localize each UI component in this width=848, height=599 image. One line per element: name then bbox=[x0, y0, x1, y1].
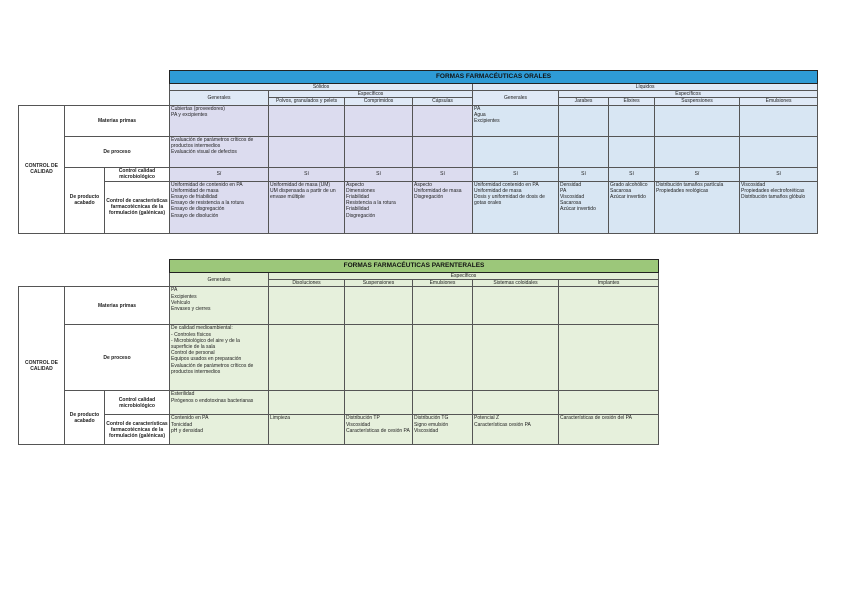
mp-solidos-generales: Cubiertas (proveedores) PA y excipientes bbox=[170, 105, 269, 136]
p-caract-suspensiones: Distribución TP Viscosidad Características de cesión PA bbox=[345, 415, 413, 445]
caract-liquidos-generales: Uniformidad contenido en PA Uniformidad de masa Dosis y uniformidad de dosis de gotas orales bbox=[473, 181, 559, 233]
liquidos-header: Líquidos bbox=[473, 84, 818, 91]
mp-comprimidos bbox=[345, 105, 413, 136]
proc-comprimidos bbox=[345, 136, 413, 167]
parenteral-title: FORMAS FARMACÉUTICAS PARENTERALES bbox=[170, 260, 659, 273]
parenteral-table bbox=[18, 259, 659, 445]
micro-solidos-generales: Sí bbox=[170, 167, 269, 181]
proc-jarabes bbox=[559, 136, 609, 167]
mp-jarabes bbox=[559, 105, 609, 136]
materias-primas-label: Materias primas bbox=[65, 105, 170, 136]
p-de-proceso-label: De proceso bbox=[65, 325, 170, 391]
micro-elixires: Sí bbox=[609, 167, 655, 181]
col-elixires: Elixires bbox=[609, 98, 655, 105]
micro-capsulas: Sí bbox=[413, 167, 473, 181]
p-micro-disoluciones bbox=[269, 391, 345, 415]
de-proceso-label: De proceso bbox=[65, 136, 170, 167]
mp-liquidos-generales: PA Agua Excipientes bbox=[473, 105, 559, 136]
micro-polvos: Sí bbox=[269, 167, 345, 181]
micro-jarabes: Sí bbox=[559, 167, 609, 181]
col-p-emulsiones: Emulsiones bbox=[413, 280, 473, 287]
p-proc-implantes bbox=[559, 325, 659, 391]
micro-comprimidos: Sí bbox=[345, 167, 413, 181]
p-proc-generales: De calidad medioambiental: - Controles físicos - Microbiológico del aire y de la superficie de la sala Control de personal Equipos usados en preparación Evaluación de parámetros críticos de productos intermedios bbox=[170, 325, 269, 391]
solidos-header: Sólidos bbox=[170, 84, 473, 91]
p-control-caract-label: Control de características farmacotécnicas de la formulación (galénicas) bbox=[105, 415, 170, 445]
oral-title: FORMAS FARMACÉUTICAS ORALES bbox=[170, 71, 818, 84]
p-producto-acabado-label: De producto acabado bbox=[65, 391, 105, 445]
mp-suspensiones bbox=[655, 105, 740, 136]
col-jarabes: Jarabes bbox=[559, 98, 609, 105]
col-disoluciones: Disoluciones bbox=[269, 280, 345, 287]
control-micro-label: Control calidad microbiológico bbox=[105, 167, 170, 181]
p-control-micro-label: Control calidad microbiológico bbox=[105, 391, 170, 415]
liquidos-generales-header: Generales bbox=[473, 91, 559, 105]
producto-acabado-label: De producto acabado bbox=[65, 167, 105, 233]
proc-polvos bbox=[269, 136, 345, 167]
caract-jarabes: Densidad PA Viscosidad Sacarosa Azúcar invertido bbox=[559, 181, 609, 233]
micro-suspensiones: Sí bbox=[655, 167, 740, 181]
mp-elixires bbox=[609, 105, 655, 136]
proc-capsulas bbox=[413, 136, 473, 167]
col-emulsiones: Emulsiones bbox=[740, 98, 818, 105]
caract-comprimidos: Aspecto Dimensiones Friabilidad Resistencia a la rotura Friabilidad Disgregación bbox=[345, 181, 413, 233]
col-comprimidos: Comprimidos bbox=[345, 98, 413, 105]
col-implantes: Implantes bbox=[559, 280, 659, 287]
p-caract-implantes: Características de cesión del PA bbox=[559, 415, 659, 445]
control-calidad-label: CONTROL DE CALIDAD bbox=[19, 105, 65, 233]
caract-polvos: Uniformidad de masa (UM) UM dispensada a partir de un envase múltiple bbox=[269, 181, 345, 233]
p-micro-suspensiones bbox=[345, 391, 413, 415]
proc-elixires bbox=[609, 136, 655, 167]
p-mp-suspensiones bbox=[345, 287, 413, 325]
col-polvos: Polvos, granulados y pelets bbox=[269, 98, 345, 105]
parenteral-generales-header: Generales bbox=[170, 273, 269, 287]
p-micro-emulsiones bbox=[413, 391, 473, 415]
solidos-generales-header: Generales bbox=[170, 91, 269, 105]
col-capsulas: Cápsulas bbox=[413, 98, 473, 105]
p-materias-primas-label: Materias primas bbox=[65, 287, 170, 325]
oral-table bbox=[18, 70, 818, 234]
p-caract-generales: Contenido en PA Tonicidad pH y densidad bbox=[170, 415, 269, 445]
p-micro-implantes bbox=[559, 391, 659, 415]
micro-liquidos-generales: Sí bbox=[473, 167, 559, 181]
p-proc-suspensiones bbox=[345, 325, 413, 391]
p-proc-emulsiones bbox=[413, 325, 473, 391]
p-caract-emulsiones: Distribución TG Signo emulsión Viscosidad bbox=[413, 415, 473, 445]
proc-suspensiones bbox=[655, 136, 740, 167]
mp-capsulas bbox=[413, 105, 473, 136]
p-mp-emulsiones bbox=[413, 287, 473, 325]
col-p-suspensiones: Suspensiones bbox=[345, 280, 413, 287]
solidos-especificos-header: Específicos bbox=[269, 91, 473, 98]
p-caract-coloidales: Potencial Z Características cesión PA bbox=[473, 415, 559, 445]
micro-emulsiones: Sí bbox=[740, 167, 818, 181]
caract-capsulas: Aspecto Uniformidad de masa Disgregación bbox=[413, 181, 473, 233]
p-mp-generales: PA Excipientes Vehículo Envases y cierres bbox=[170, 287, 269, 325]
p-mp-disoluciones bbox=[269, 287, 345, 325]
caract-elixires: Grado alcohólico Sacarosa Azúcar invertido bbox=[609, 181, 655, 233]
p-mp-implantes bbox=[559, 287, 659, 325]
control-caract-label: Control de características farmacotécnicas de la formulación (galénicas) bbox=[105, 181, 170, 233]
caract-suspensiones: Distribución tamaños partícula Propiedades reológicas bbox=[655, 181, 740, 233]
col-suspensiones: Suspensiones bbox=[655, 98, 740, 105]
p-micro-generales: Esterilidad Pirógenos o endotoxinas bacterianas bbox=[170, 391, 269, 415]
liquidos-especificos-header: Específicos bbox=[559, 91, 818, 98]
p-mp-coloidales bbox=[473, 287, 559, 325]
proc-solidos-generales: Evaluación de parámetros críticos de productos intermedios Evaluación visual de defectos bbox=[170, 136, 269, 167]
p-proc-disoluciones bbox=[269, 325, 345, 391]
mp-polvos bbox=[269, 105, 345, 136]
col-coloidales: Sistemas coloidales bbox=[473, 280, 559, 287]
p-micro-coloidales bbox=[473, 391, 559, 415]
p-proc-coloidales bbox=[473, 325, 559, 391]
mp-emulsiones bbox=[740, 105, 818, 136]
proc-liquidos-generales bbox=[473, 136, 559, 167]
p-caract-disoluciones: Limpieza bbox=[269, 415, 345, 445]
parenteral-especificos-header: Específicos bbox=[269, 273, 659, 280]
caract-solidos-generales: Uniformidad de contenido en PA Uniformidad de masa Ensayo de friabilidad Ensayo de resistencia a la rotura Ensayo de disgregación Ensayo de disolución bbox=[170, 181, 269, 233]
caract-emulsiones: Viscosidad Propiedades electroforéticas Distribución tamaños glóbulo bbox=[740, 181, 818, 233]
proc-emulsiones bbox=[740, 136, 818, 167]
p-control-calidad-label: CONTROL DE CALIDAD bbox=[19, 287, 65, 445]
